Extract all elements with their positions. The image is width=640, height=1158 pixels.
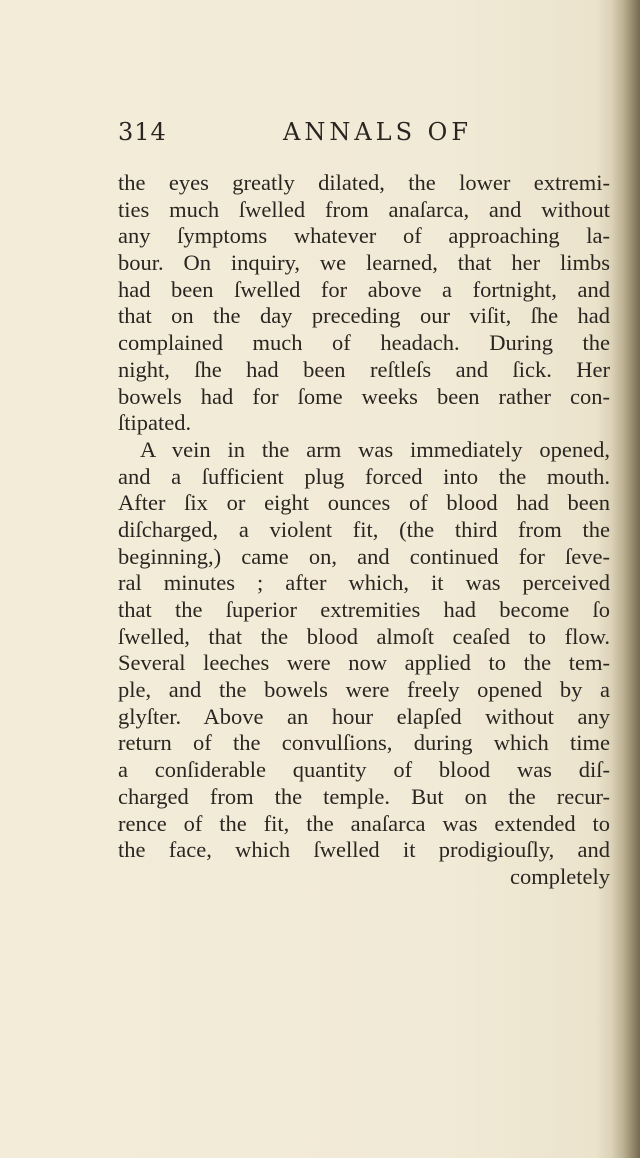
text-line: ties much ſwelled from anaſarca, and without [118, 196, 610, 222]
text-line: A vein in the arm was immediately opened, [140, 436, 610, 462]
text-line: bowels had for ſome weeks been rather con- [118, 383, 610, 409]
text-line: complained much of headach. During the [118, 330, 610, 356]
running-head: ANNALS OF [283, 118, 472, 146]
text-line: the eyes greatly dilated, the lower extremi- [118, 170, 610, 195]
text-line: and a ſufficient plug forced into the mouth. [118, 463, 610, 489]
text-line: bour. On inquiry, we learned, that her limbs [118, 250, 610, 276]
text-line: glyſter. Above an hour elapſed without any [118, 703, 610, 729]
page-number: 314 [118, 118, 167, 146]
text-line: After ſix or eight ounces of blood had been [118, 490, 610, 516]
page-header [0, 118, 640, 158]
text-line: that the ſuperior extremities had become ſo [118, 597, 610, 622]
text-line: any ſymptoms whatever of approaching la- [118, 223, 610, 249]
text-line: ple, and the bowels were freely opened by a [118, 677, 610, 703]
catchword: completely [510, 863, 610, 889]
text-line: ſwelled, that the blood almoſt ceaſed to flow. [118, 623, 610, 649]
body-text [118, 170, 610, 891]
text-line: had been ſwelled for above a fortnight, and [118, 276, 610, 302]
text-line: return of the convulſions, during which time [118, 730, 610, 756]
text-line: Several leeches were now applied to the tem- [118, 650, 610, 676]
page-edge-shadow [612, 0, 640, 1158]
text-line: charged from the temple. But on the recur- [118, 783, 610, 809]
text-line: a conſiderable quantity of blood was diſ- [118, 757, 610, 783]
text-line: rence of the fit, the anaſarca was extended to [118, 810, 610, 836]
text-line: ral minutes ; after which, it was perceived [118, 570, 610, 596]
text-line: that on the day preceding our viſit, ſhe had [118, 303, 610, 329]
text-line: night, ſhe had been reſtleſs and ſick. Her [118, 356, 610, 382]
text-line: the face, which ſwelled it prodigiouſly, and [118, 837, 610, 863]
text-line: beginning,) came on, and continued for ſeve- [118, 543, 610, 569]
text-line: ſtipated. [118, 410, 192, 436]
text-line: diſcharged, a violent fit, (the third from the [118, 516, 610, 542]
